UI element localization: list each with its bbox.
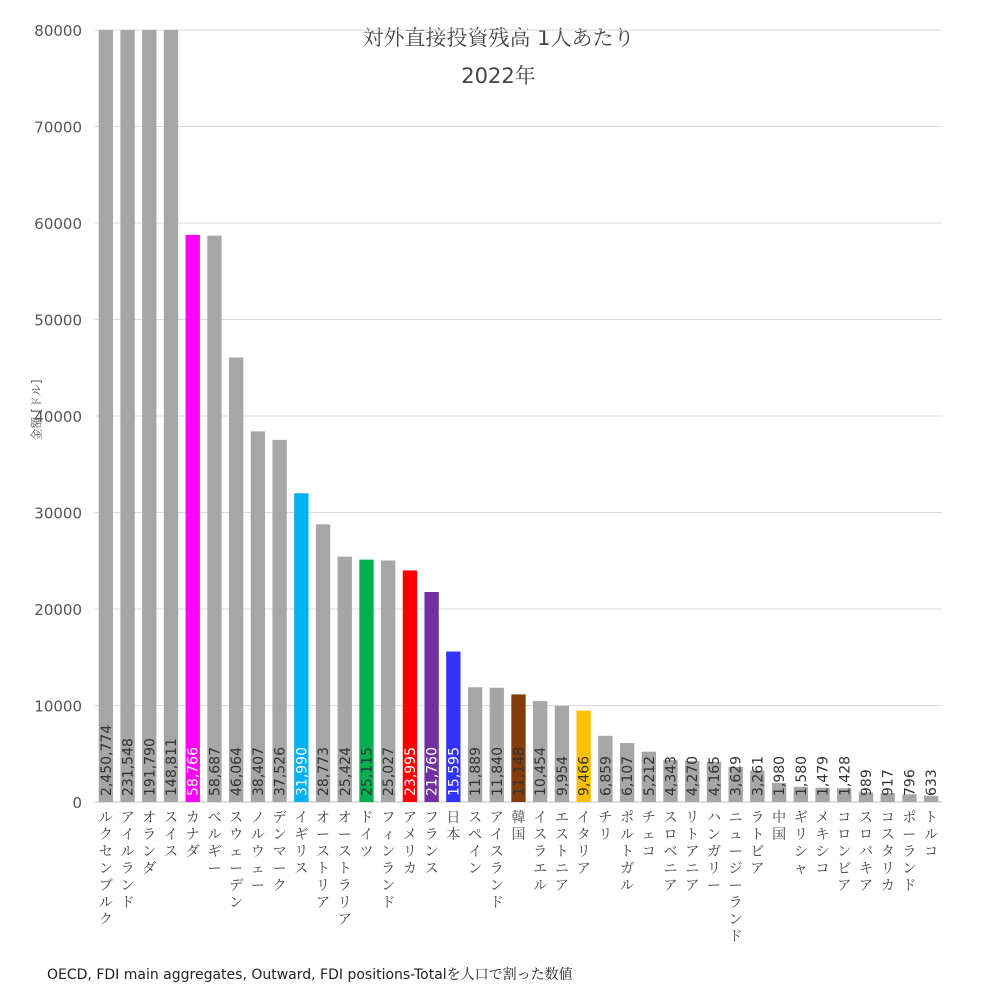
- data-label: 11,148: [511, 747, 528, 796]
- x-tick-label: リトアニア: [685, 810, 700, 894]
- data-label: 28,773: [316, 747, 333, 796]
- data-label: 3,629: [728, 755, 745, 796]
- x-tick-label: イタリア: [576, 810, 591, 877]
- data-label: 989: [858, 769, 875, 796]
- bar: [120, 30, 134, 802]
- data-label: 4,165: [706, 755, 723, 796]
- data-label: 1,428: [837, 755, 854, 796]
- data-label: 38,407: [250, 747, 267, 796]
- data-label: 25,424: [337, 747, 354, 796]
- bar: [207, 236, 224, 802]
- x-tick-label: ギリシャ: [793, 810, 808, 877]
- x-tick-label: ニュージーランド: [728, 810, 743, 945]
- data-label: 1,580: [793, 755, 810, 796]
- data-label: 4,343: [663, 755, 680, 796]
- data-label: 23,995: [402, 747, 419, 796]
- data-label: 917: [880, 769, 897, 796]
- x-tick-label: ポルトガル: [620, 810, 635, 894]
- y-tick-label: 20000: [34, 601, 82, 619]
- x-tick-label: デンマーク: [272, 810, 287, 894]
- y-tick-label: 50000: [34, 311, 82, 330]
- x-tick-label: スロベニア: [663, 810, 678, 894]
- y-tick-label: 30000: [34, 504, 82, 523]
- data-label: 9,466: [576, 755, 593, 796]
- x-tick-label: ハンガリー: [706, 810, 721, 894]
- data-label: 633: [924, 769, 941, 796]
- x-tick-label: スペイン: [468, 810, 483, 877]
- data-label: 11,840: [489, 747, 506, 796]
- data-label: 3,261: [750, 755, 767, 796]
- source-note: OECD, FDI main aggregates, Outward, FDI positions-Totalを人口で割った数値: [47, 967, 573, 983]
- x-tick-label: チリ: [598, 810, 613, 843]
- data-label: 1,980: [772, 755, 789, 796]
- data-label: 58,766: [185, 747, 202, 796]
- x-tick-label: アイルランド: [120, 810, 135, 911]
- y-tick-label: 40000: [34, 408, 82, 426]
- x-tick-label: イギリス: [294, 810, 309, 877]
- data-label: 796: [902, 769, 919, 796]
- bar: [99, 30, 113, 802]
- x-tick-label: ベルギー: [207, 810, 222, 877]
- chart-title: 対外直接投資残高 1人あたり: [362, 26, 635, 50]
- x-tick-label: コスタリカ: [880, 810, 895, 894]
- data-label: 58,687: [207, 747, 224, 796]
- y-tick-label: 80000: [34, 22, 82, 40]
- data-label: 1,479: [815, 755, 832, 796]
- chart-subtitle: 2022年: [461, 64, 536, 88]
- x-tick-label: イスラエル: [533, 810, 548, 894]
- data-label: 231,548: [120, 738, 137, 796]
- bar: [229, 357, 246, 802]
- data-label: 25,027: [381, 747, 398, 796]
- data-label: 11,889: [468, 747, 485, 796]
- x-tick-label: カナダ: [185, 810, 200, 860]
- bar: [164, 30, 181, 802]
- x-tick-label: 中国: [772, 810, 787, 843]
- data-label: 46,064: [229, 747, 246, 796]
- x-tick-label: エストニア: [554, 810, 569, 894]
- data-label: 4,270: [685, 755, 702, 796]
- x-tick-label: フィンランド: [381, 810, 396, 911]
- y-axis-label: 金額 [ドル]: [29, 379, 44, 441]
- x-tick-label: ドイツ: [359, 810, 374, 860]
- x-tick-label: チェコ: [641, 810, 656, 860]
- data-label: 25,115: [359, 747, 376, 796]
- data-label: 5,212: [641, 755, 658, 796]
- data-label: 10,454: [533, 747, 550, 796]
- x-tick-label: ポーランド: [902, 810, 917, 894]
- x-tick-label: コロンビア: [837, 810, 852, 894]
- x-tick-label: 韓国: [511, 810, 526, 843]
- data-label: 21,760: [424, 747, 441, 796]
- x-tick-label: メキシコ: [815, 810, 830, 877]
- x-tick-label: フランス: [424, 810, 439, 877]
- y-tick-label: 70000: [34, 118, 82, 137]
- x-tick-label: スイス: [164, 810, 179, 860]
- x-tick-label: ルクセンブルク: [98, 810, 113, 928]
- x-tick-label: スウェーデン: [229, 810, 244, 911]
- y-tick-label: 0: [72, 794, 82, 812]
- data-label: 6,859: [598, 755, 615, 796]
- bar: [142, 30, 159, 802]
- x-tick-label: ノルウェー: [250, 810, 265, 894]
- y-tick-label: 60000: [34, 215, 82, 233]
- x-tick-label: スロバキア: [858, 810, 873, 894]
- x-tick-label: オーストリア: [316, 810, 331, 911]
- data-label: 15,595: [446, 747, 463, 796]
- x-tick-label: ラトビア: [750, 810, 765, 877]
- bar: [186, 235, 200, 802]
- x-tick-label: トルコ: [924, 810, 939, 860]
- x-tick-label: オーストラリア: [337, 810, 352, 928]
- data-label: 6,107: [620, 755, 637, 796]
- data-label: 191,790: [142, 738, 159, 796]
- x-tick-label: オランダ: [142, 810, 157, 877]
- y-tick-label: 10000: [34, 697, 82, 716]
- x-tick-label: アメリカ: [402, 810, 417, 877]
- data-label: 9,954: [554, 755, 571, 796]
- x-tick-label: アイスランド: [489, 810, 504, 911]
- data-label: 148,811: [164, 738, 181, 796]
- x-tick-label: 日本: [446, 810, 461, 843]
- data-label: 2,450,774: [98, 724, 115, 796]
- bar: [251, 431, 265, 802]
- data-label: 31,990: [294, 747, 311, 796]
- data-label: 37,526: [272, 747, 289, 796]
